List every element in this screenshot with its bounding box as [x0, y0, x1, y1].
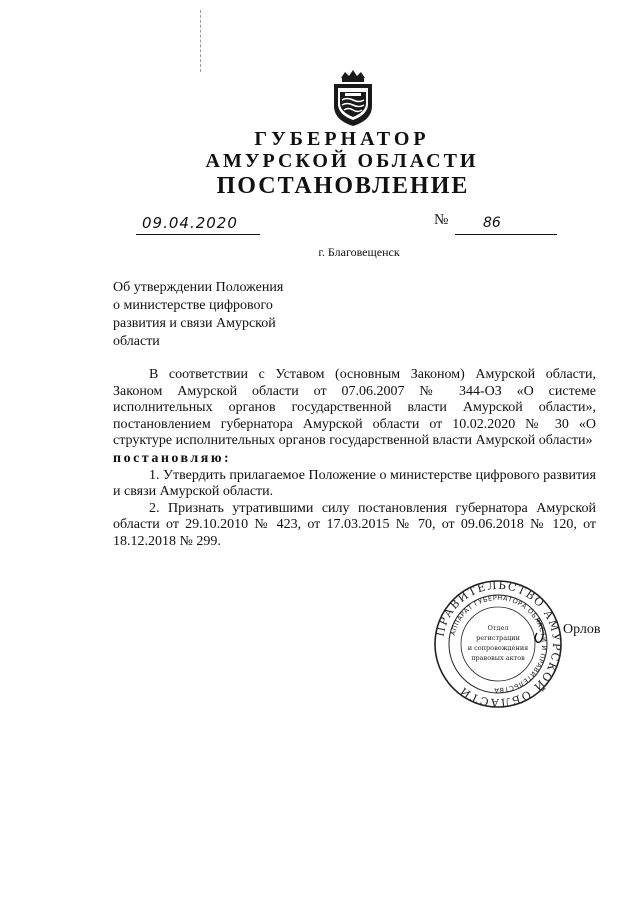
decree-item: 2. Признать утратившими силу постановления губернатора Амурской области от 29.10.2010 № 423, от 17.03.2015 № 70, от 09.06.2018 № 120, от 18.12.2018 № 299. — [113, 500, 596, 549]
binding-mark — [200, 10, 201, 72]
document-subject — [113, 279, 313, 351]
document-number: 86 — [455, 213, 557, 235]
decree-item: 1. Утвердить прилагаемое Положение о министерстве цифрового развития и связи Амурской области. — [113, 467, 596, 500]
subject-line: развития и связи Амурской — [113, 316, 276, 331]
subject-line: о министерстве цифрового — [113, 298, 273, 313]
resolve-word: постановляю: — [113, 450, 232, 466]
stamp-center-line: и сопровождения — [467, 644, 529, 652]
stamp-center-line: правовых актов — [471, 654, 525, 662]
subject-line: области — [113, 334, 160, 349]
city-name: г. Благовещенск — [318, 245, 400, 259]
subject-line: Об утверждении Положения — [113, 280, 284, 295]
preamble-paragraph: В соответствии с Уставом (основным Законом) Амурской области, Законом Амурской области от 07.06.2007 № 344-ОЗ «О системе исполнительных органов государственной власти Амурской области», постановлением губернатора Амурской области от 10.02.2020 № 30 «О структуре исполнительных органов государственной власти Амурской области» — [113, 367, 596, 449]
stamp-center-line: регистрации — [476, 634, 520, 642]
header-title-region: АМУРСКОЙ ОБЛАСТИ — [205, 150, 479, 172]
stamp-center-line: Отдел — [487, 624, 509, 632]
number-label: № — [434, 212, 449, 228]
signer-name: Орлов — [563, 622, 601, 637]
official-stamp — [433, 579, 563, 709]
document-type: ПОСТАНОВЛЕНИЕ — [216, 173, 470, 199]
stamp-outer-text: ПРАВИТЕЛЬСТВО АМУРСКОЙ ОБЛАСТИ — [433, 579, 563, 709]
header-title-governor: ГУБЕРНАТОР — [254, 128, 430, 150]
document-body — [113, 367, 596, 551]
document-date: 09.04.2020 — [136, 213, 260, 235]
stamp-inner-text: АППАРАТ ГУБЕРНАТОРА ОБЛАСТИ И ПРАВИТЕЛЬСТВА — [448, 593, 549, 695]
coat-of-arms-icon — [331, 70, 375, 126]
